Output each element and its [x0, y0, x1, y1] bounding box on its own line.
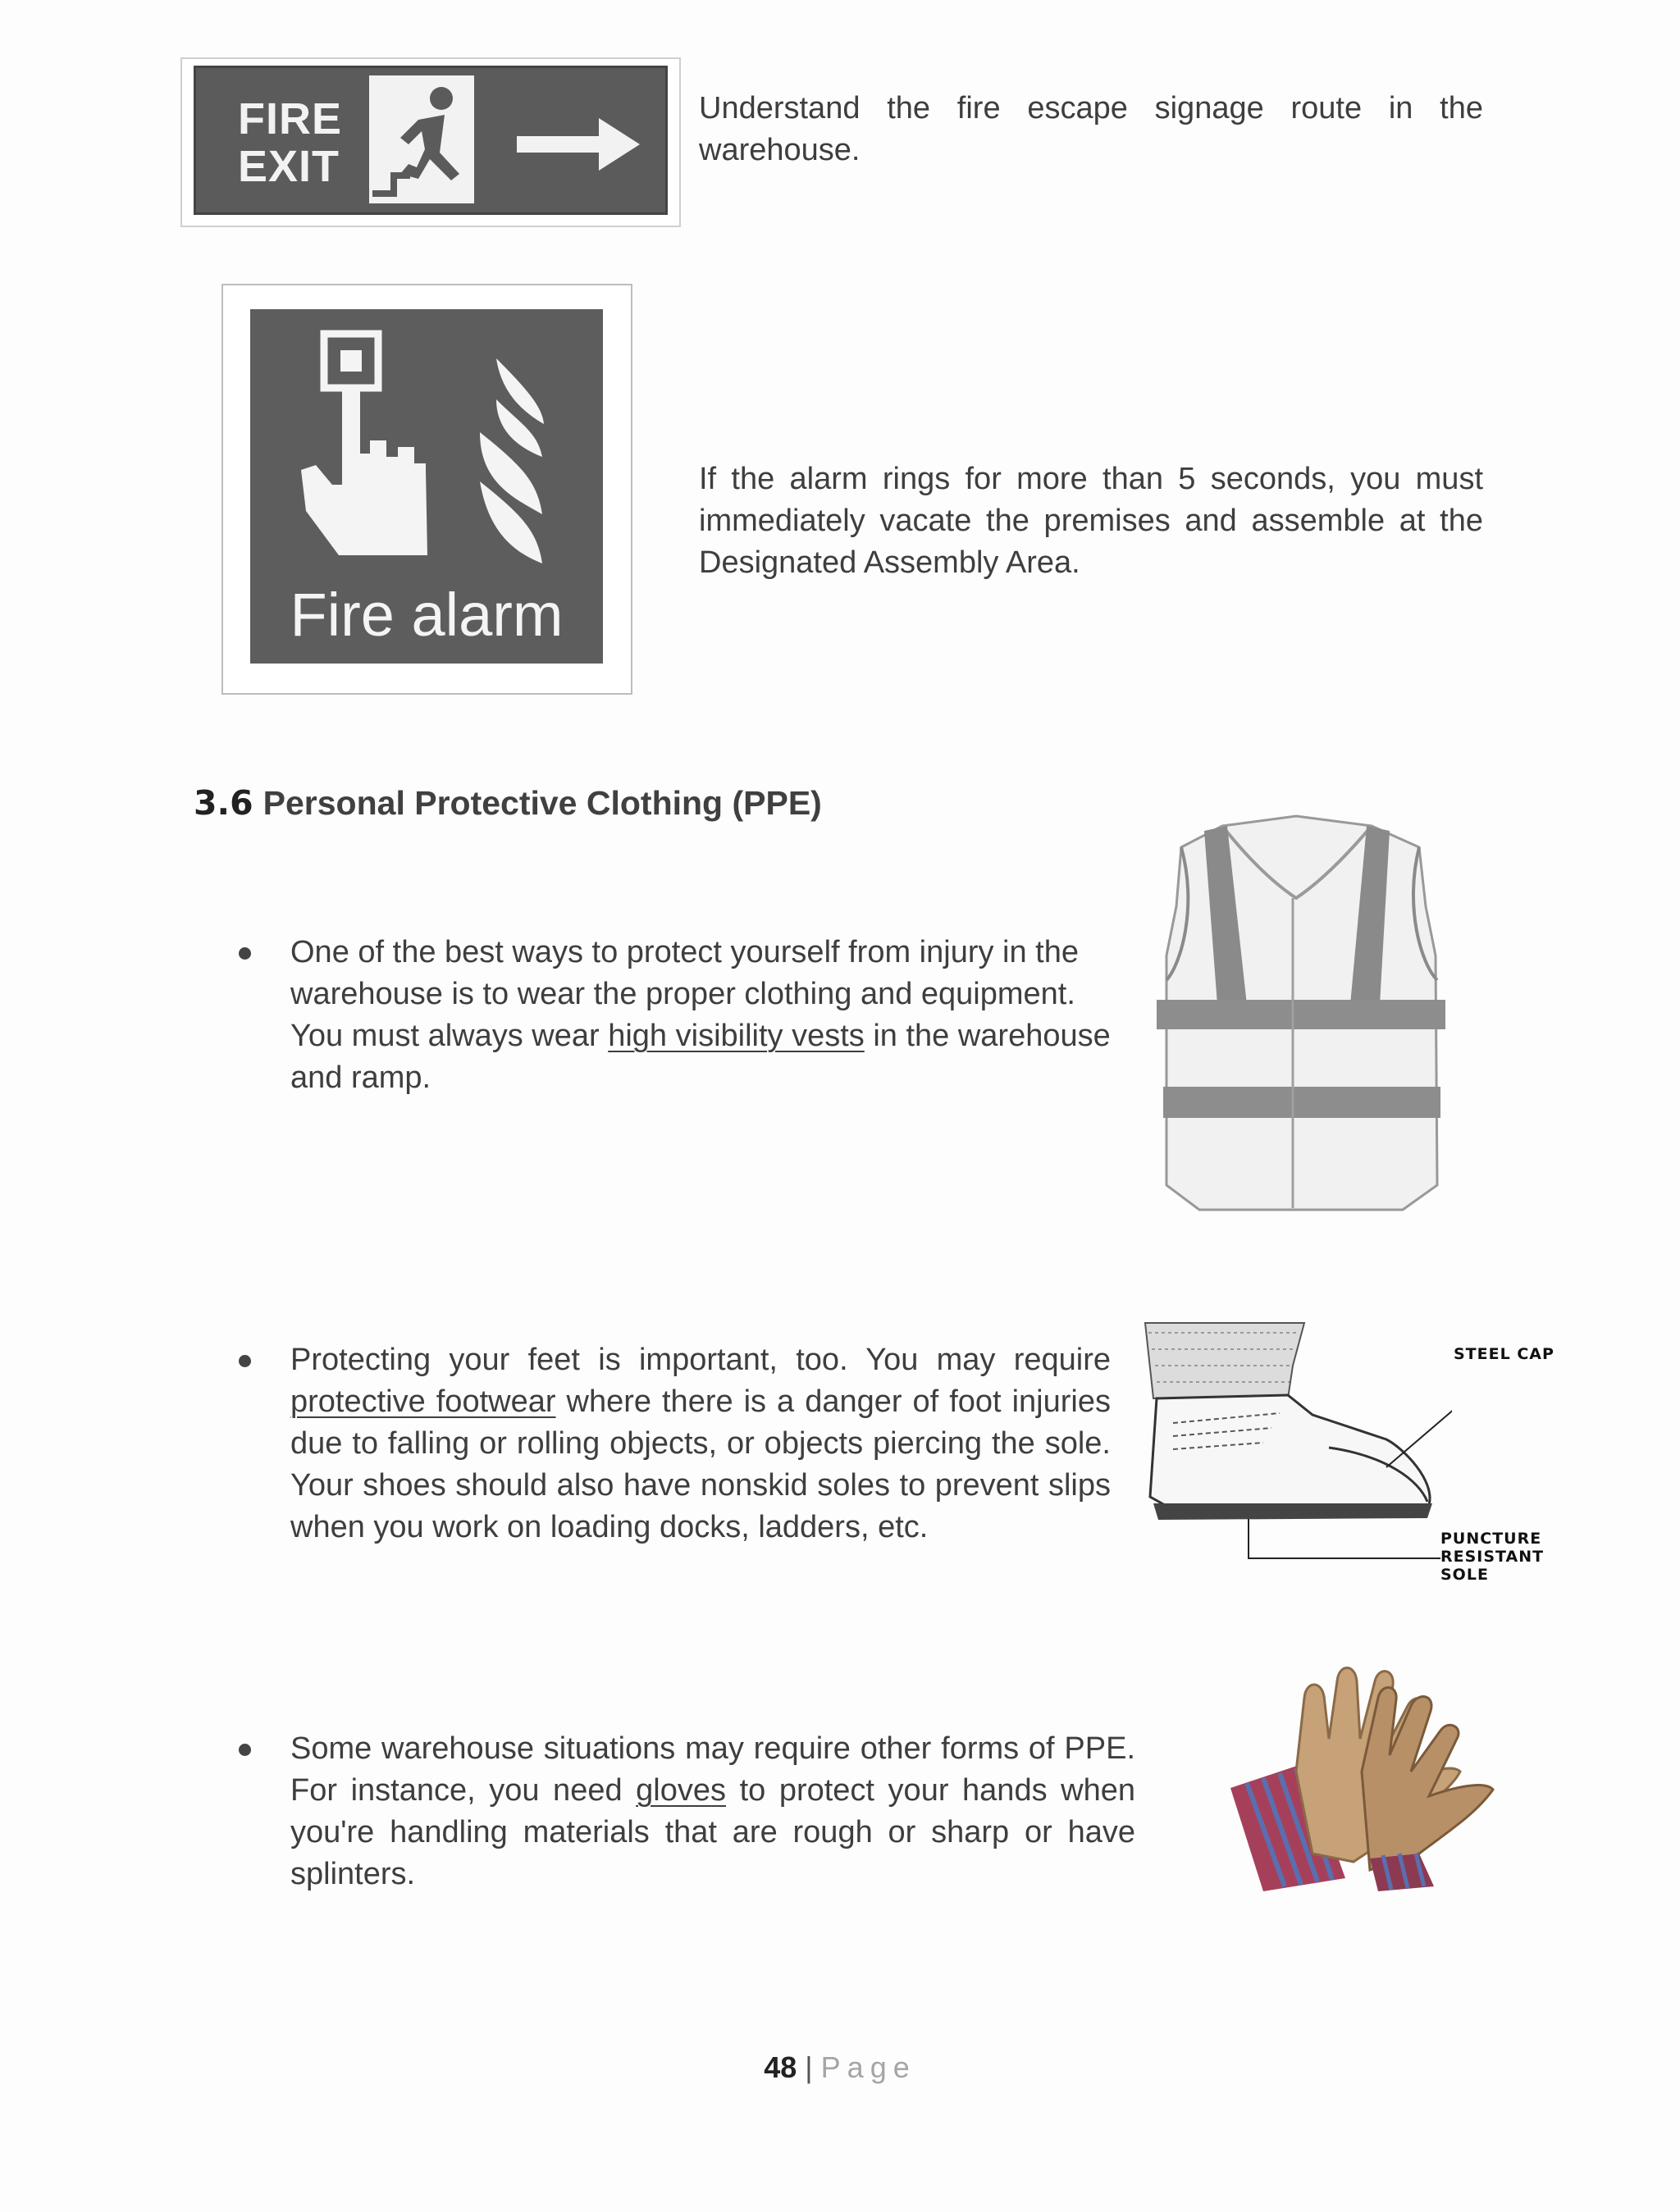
- high-visibility-vest-image: [1148, 808, 1454, 1218]
- sole-label: [1440, 1530, 1544, 1584]
- section-heading: [194, 783, 822, 823]
- steel-cap-label: STEEL CAP: [1454, 1345, 1554, 1363]
- page-word: Page: [820, 2050, 916, 2084]
- fire-exit-sign-text: [238, 95, 342, 190]
- footer-separator: |: [805, 2050, 813, 2084]
- work-gloves-image: [1214, 1649, 1509, 1895]
- fire-exit-line-2: EXIT: [238, 142, 340, 191]
- section-title: Personal Protective Clothing (PPE): [262, 784, 822, 822]
- alarm-paragraph: If the alarm rings for more than 5 seconds, you must immediately vacate the premises and assemble at the Designated Assembly Area.: [699, 462, 1483, 580]
- bullet-gloves-text: [290, 1728, 1135, 1895]
- bullet-vest-text: [290, 932, 1111, 1099]
- bullet-vest-text-a: One of the best ways to protect yourself from injury in the warehouse is to wear the proper clothing and equipment. You must always wear: [290, 935, 1080, 1053]
- sole-label-line-1: PUNCTURE: [1440, 1530, 1542, 1548]
- bullet-gloves-text-a: Some warehouse situations may require other forms of PPE. For instance, you need: [290, 1731, 1135, 1808]
- safety-boot-image: [1140, 1316, 1452, 1530]
- bullet-footwear-text-a: Protecting your feet is important, too. You may require: [290, 1343, 1111, 1377]
- fire-exit-line-1: FIRE: [238, 94, 343, 144]
- sole-label-line-2: RESISTANT: [1440, 1548, 1545, 1566]
- page-number: 48: [764, 2050, 797, 2084]
- running-man-icon: [361, 71, 656, 210]
- bullet-gloves-text-b: to protect your hands when you're handling materials that are rough or sharp or have splinters.: [290, 1773, 1135, 1891]
- escape-paragraph: Understand the fire escape signage route in the warehouse.: [699, 91, 1483, 167]
- bullet-marker: [239, 1355, 251, 1367]
- section-number: 3.6: [194, 783, 253, 823]
- bullet-footwear-text-b: where there is a danger of foot injuries due to falling or rolling objects, or objects piercing the sole. Your shoes should also have nonskid soles to prevent slips when you work on loading docks, ladders, etc.: [290, 1384, 1111, 1544]
- page-footer: [0, 2050, 1680, 2085]
- alarm-hand-icon: [250, 309, 603, 580]
- bullet-footwear-text: [290, 1339, 1111, 1548]
- sole-label-line-3: SOLE: [1440, 1566, 1489, 1584]
- bullet-vest-text-b: in the warehouse and ramp.: [290, 1019, 1111, 1095]
- fire-alarm-label: Fire alarm: [290, 581, 564, 649]
- protective-footwear-link[interactable]: protective footwear: [290, 1384, 556, 1419]
- bullet-marker: [239, 1744, 251, 1756]
- gloves-link[interactable]: gloves: [636, 1773, 726, 1808]
- sole-pointer-line: [1247, 1519, 1444, 1568]
- bullet-marker: [239, 947, 251, 960]
- high-visibility-vests-link[interactable]: high visibility vests: [608, 1019, 865, 1053]
